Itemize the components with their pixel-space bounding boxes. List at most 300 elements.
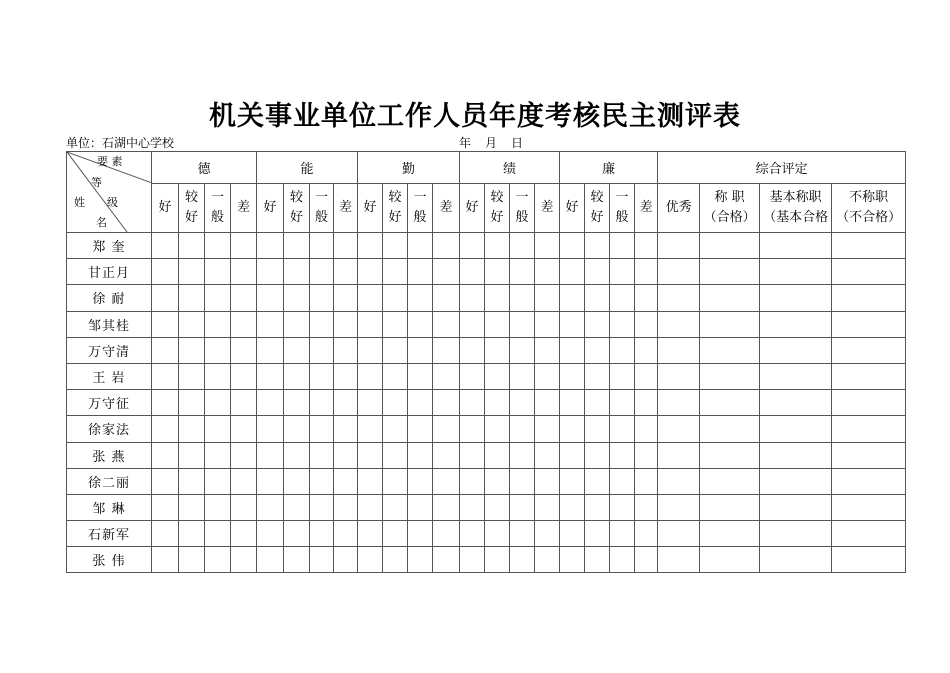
- rating-cell[interactable]: [585, 311, 610, 337]
- rating-cell[interactable]: [433, 468, 460, 494]
- rating-cell[interactable]: [510, 521, 535, 547]
- rating-cell[interactable]: [310, 442, 334, 468]
- rating-cell[interactable]: [231, 363, 257, 389]
- rating-cell[interactable]: [408, 494, 433, 520]
- rating-cell[interactable]: [152, 233, 179, 259]
- rating-cell[interactable]: [560, 494, 585, 520]
- rating-cell[interactable]: [334, 363, 358, 389]
- rating-cell[interactable]: [257, 494, 284, 520]
- rating-cell[interactable]: [257, 285, 284, 311]
- rating-cell[interactable]: [310, 259, 334, 285]
- rating-cell[interactable]: [334, 521, 358, 547]
- rating-cell[interactable]: [658, 468, 700, 494]
- rating-cell[interactable]: [485, 468, 510, 494]
- rating-cell[interactable]: [760, 337, 832, 363]
- rating-cell[interactable]: [152, 494, 179, 520]
- rating-cell[interactable]: [832, 468, 906, 494]
- rating-cell[interactable]: [510, 390, 535, 416]
- rating-cell[interactable]: [231, 233, 257, 259]
- rating-cell[interactable]: [231, 468, 257, 494]
- rating-cell[interactable]: [635, 468, 658, 494]
- rating-cell[interactable]: [832, 547, 906, 573]
- rating-cell[interactable]: [535, 311, 560, 337]
- rating-cell[interactable]: [658, 521, 700, 547]
- rating-cell[interactable]: [460, 363, 485, 389]
- rating-cell[interactable]: [485, 547, 510, 573]
- rating-cell[interactable]: [635, 233, 658, 259]
- rating-cell[interactable]: [383, 337, 408, 363]
- rating-cell[interactable]: [585, 468, 610, 494]
- rating-cell[interactable]: [310, 363, 334, 389]
- rating-cell[interactable]: [585, 259, 610, 285]
- rating-cell[interactable]: [485, 363, 510, 389]
- rating-cell[interactable]: [635, 259, 658, 285]
- rating-cell[interactable]: [535, 521, 560, 547]
- rating-cell[interactable]: [408, 547, 433, 573]
- rating-cell[interactable]: [510, 416, 535, 442]
- rating-cell[interactable]: [334, 285, 358, 311]
- rating-cell[interactable]: [205, 390, 231, 416]
- rating-cell[interactable]: [635, 390, 658, 416]
- rating-cell[interactable]: [460, 521, 485, 547]
- rating-cell[interactable]: [460, 390, 485, 416]
- rating-cell[interactable]: [205, 547, 231, 573]
- rating-cell[interactable]: [560, 259, 585, 285]
- rating-cell[interactable]: [760, 547, 832, 573]
- rating-cell[interactable]: [485, 416, 510, 442]
- rating-cell[interactable]: [700, 468, 760, 494]
- rating-cell[interactable]: [383, 233, 408, 259]
- rating-cell[interactable]: [560, 233, 585, 259]
- rating-cell[interactable]: [284, 416, 310, 442]
- rating-cell[interactable]: [433, 285, 460, 311]
- rating-cell[interactable]: [510, 311, 535, 337]
- rating-cell[interactable]: [635, 494, 658, 520]
- rating-cell[interactable]: [460, 468, 485, 494]
- rating-cell[interactable]: [408, 363, 433, 389]
- rating-cell[interactable]: [205, 442, 231, 468]
- rating-cell[interactable]: [408, 416, 433, 442]
- rating-cell[interactable]: [310, 547, 334, 573]
- rating-cell[interactable]: [383, 521, 408, 547]
- rating-cell[interactable]: [535, 233, 560, 259]
- rating-cell[interactable]: [610, 390, 635, 416]
- rating-cell[interactable]: [433, 494, 460, 520]
- rating-cell[interactable]: [585, 390, 610, 416]
- rating-cell[interactable]: [700, 521, 760, 547]
- rating-cell[interactable]: [408, 337, 433, 363]
- rating-cell[interactable]: [284, 390, 310, 416]
- rating-cell[interactable]: [460, 337, 485, 363]
- rating-cell[interactable]: [179, 442, 205, 468]
- rating-cell[interactable]: [610, 363, 635, 389]
- rating-cell[interactable]: [179, 337, 205, 363]
- rating-cell[interactable]: [585, 363, 610, 389]
- rating-cell[interactable]: [205, 259, 231, 285]
- rating-cell[interactable]: [358, 547, 383, 573]
- rating-cell[interactable]: [535, 337, 560, 363]
- rating-cell[interactable]: [700, 337, 760, 363]
- rating-cell[interactable]: [585, 547, 610, 573]
- rating-cell[interactable]: [257, 311, 284, 337]
- rating-cell[interactable]: [152, 363, 179, 389]
- rating-cell[interactable]: [383, 259, 408, 285]
- rating-cell[interactable]: [257, 259, 284, 285]
- rating-cell[interactable]: [257, 416, 284, 442]
- rating-cell[interactable]: [585, 521, 610, 547]
- rating-cell[interactable]: [433, 390, 460, 416]
- rating-cell[interactable]: [535, 468, 560, 494]
- rating-cell[interactable]: [408, 285, 433, 311]
- rating-cell[interactable]: [510, 547, 535, 573]
- rating-cell[interactable]: [433, 233, 460, 259]
- rating-cell[interactable]: [284, 363, 310, 389]
- rating-cell[interactable]: [231, 259, 257, 285]
- rating-cell[interactable]: [231, 547, 257, 573]
- rating-cell[interactable]: [358, 337, 383, 363]
- rating-cell[interactable]: [485, 390, 510, 416]
- rating-cell[interactable]: [510, 494, 535, 520]
- rating-cell[interactable]: [460, 547, 485, 573]
- rating-cell[interactable]: [700, 363, 760, 389]
- rating-cell[interactable]: [610, 442, 635, 468]
- rating-cell[interactable]: [560, 521, 585, 547]
- rating-cell[interactable]: [658, 259, 700, 285]
- rating-cell[interactable]: [510, 363, 535, 389]
- rating-cell[interactable]: [284, 442, 310, 468]
- rating-cell[interactable]: [700, 494, 760, 520]
- rating-cell[interactable]: [358, 494, 383, 520]
- rating-cell[interactable]: [257, 363, 284, 389]
- rating-cell[interactable]: [832, 285, 906, 311]
- rating-cell[interactable]: [358, 233, 383, 259]
- rating-cell[interactable]: [257, 390, 284, 416]
- rating-cell[interactable]: [700, 311, 760, 337]
- rating-cell[interactable]: [408, 311, 433, 337]
- rating-cell[interactable]: [334, 547, 358, 573]
- rating-cell[interactable]: [433, 337, 460, 363]
- rating-cell[interactable]: [832, 390, 906, 416]
- rating-cell[interactable]: [535, 494, 560, 520]
- rating-cell[interactable]: [635, 442, 658, 468]
- rating-cell[interactable]: [257, 233, 284, 259]
- rating-cell[interactable]: [658, 547, 700, 573]
- rating-cell[interactable]: [760, 233, 832, 259]
- rating-cell[interactable]: [284, 547, 310, 573]
- rating-cell[interactable]: [460, 311, 485, 337]
- rating-cell[interactable]: [510, 468, 535, 494]
- rating-cell[interactable]: [408, 468, 433, 494]
- rating-cell[interactable]: [832, 521, 906, 547]
- rating-cell[interactable]: [760, 311, 832, 337]
- rating-cell[interactable]: [700, 442, 760, 468]
- rating-cell[interactable]: [485, 285, 510, 311]
- rating-cell[interactable]: [832, 311, 906, 337]
- rating-cell[interactable]: [358, 468, 383, 494]
- rating-cell[interactable]: [635, 311, 658, 337]
- rating-cell[interactable]: [760, 259, 832, 285]
- rating-cell[interactable]: [832, 259, 906, 285]
- rating-cell[interactable]: [383, 547, 408, 573]
- rating-cell[interactable]: [205, 233, 231, 259]
- rating-cell[interactable]: [485, 337, 510, 363]
- rating-cell[interactable]: [334, 442, 358, 468]
- rating-cell[interactable]: [560, 337, 585, 363]
- rating-cell[interactable]: [585, 494, 610, 520]
- rating-cell[interactable]: [832, 233, 906, 259]
- rating-cell[interactable]: [658, 311, 700, 337]
- rating-cell[interactable]: [231, 416, 257, 442]
- rating-cell[interactable]: [535, 363, 560, 389]
- rating-cell[interactable]: [205, 337, 231, 363]
- rating-cell[interactable]: [433, 442, 460, 468]
- rating-cell[interactable]: [760, 390, 832, 416]
- rating-cell[interactable]: [610, 311, 635, 337]
- rating-cell[interactable]: [535, 285, 560, 311]
- rating-cell[interactable]: [585, 416, 610, 442]
- rating-cell[interactable]: [383, 285, 408, 311]
- rating-cell[interactable]: [152, 547, 179, 573]
- rating-cell[interactable]: [284, 233, 310, 259]
- rating-cell[interactable]: [658, 494, 700, 520]
- rating-cell[interactable]: [179, 363, 205, 389]
- rating-cell[interactable]: [585, 285, 610, 311]
- rating-cell[interactable]: [231, 521, 257, 547]
- rating-cell[interactable]: [635, 416, 658, 442]
- rating-cell[interactable]: [334, 468, 358, 494]
- rating-cell[interactable]: [358, 363, 383, 389]
- rating-cell[interactable]: [658, 390, 700, 416]
- rating-cell[interactable]: [460, 442, 485, 468]
- rating-cell[interactable]: [635, 521, 658, 547]
- rating-cell[interactable]: [700, 285, 760, 311]
- rating-cell[interactable]: [310, 285, 334, 311]
- rating-cell[interactable]: [257, 468, 284, 494]
- rating-cell[interactable]: [832, 494, 906, 520]
- rating-cell[interactable]: [334, 390, 358, 416]
- rating-cell[interactable]: [635, 363, 658, 389]
- rating-cell[interactable]: [610, 337, 635, 363]
- rating-cell[interactable]: [334, 311, 358, 337]
- rating-cell[interactable]: [310, 521, 334, 547]
- rating-cell[interactable]: [334, 259, 358, 285]
- rating-cell[interactable]: [179, 233, 205, 259]
- rating-cell[interactable]: [205, 285, 231, 311]
- rating-cell[interactable]: [358, 442, 383, 468]
- rating-cell[interactable]: [510, 233, 535, 259]
- rating-cell[interactable]: [408, 521, 433, 547]
- rating-cell[interactable]: [832, 442, 906, 468]
- rating-cell[interactable]: [179, 521, 205, 547]
- rating-cell[interactable]: [610, 494, 635, 520]
- rating-cell[interactable]: [334, 233, 358, 259]
- rating-cell[interactable]: [485, 521, 510, 547]
- rating-cell[interactable]: [658, 285, 700, 311]
- rating-cell[interactable]: [408, 233, 433, 259]
- rating-cell[interactable]: [358, 311, 383, 337]
- rating-cell[interactable]: [610, 547, 635, 573]
- rating-cell[interactable]: [560, 311, 585, 337]
- rating-cell[interactable]: [510, 285, 535, 311]
- rating-cell[interactable]: [460, 233, 485, 259]
- rating-cell[interactable]: [832, 363, 906, 389]
- rating-cell[interactable]: [284, 494, 310, 520]
- rating-cell[interactable]: [560, 285, 585, 311]
- rating-cell[interactable]: [610, 259, 635, 285]
- rating-cell[interactable]: [760, 416, 832, 442]
- rating-cell[interactable]: [433, 521, 460, 547]
- rating-cell[interactable]: [635, 285, 658, 311]
- rating-cell[interactable]: [310, 390, 334, 416]
- rating-cell[interactable]: [284, 468, 310, 494]
- rating-cell[interactable]: [310, 494, 334, 520]
- rating-cell[interactable]: [832, 337, 906, 363]
- rating-cell[interactable]: [560, 547, 585, 573]
- rating-cell[interactable]: [383, 416, 408, 442]
- rating-cell[interactable]: [152, 311, 179, 337]
- rating-cell[interactable]: [334, 337, 358, 363]
- rating-cell[interactable]: [358, 416, 383, 442]
- rating-cell[interactable]: [179, 259, 205, 285]
- rating-cell[interactable]: [433, 416, 460, 442]
- rating-cell[interactable]: [358, 521, 383, 547]
- rating-cell[interactable]: [231, 285, 257, 311]
- rating-cell[interactable]: [610, 233, 635, 259]
- rating-cell[interactable]: [585, 337, 610, 363]
- rating-cell[interactable]: [485, 233, 510, 259]
- rating-cell[interactable]: [310, 416, 334, 442]
- rating-cell[interactable]: [760, 494, 832, 520]
- rating-cell[interactable]: [610, 285, 635, 311]
- rating-cell[interactable]: [610, 521, 635, 547]
- rating-cell[interactable]: [231, 311, 257, 337]
- rating-cell[interactable]: [179, 547, 205, 573]
- rating-cell[interactable]: [231, 337, 257, 363]
- rating-cell[interactable]: [408, 259, 433, 285]
- rating-cell[interactable]: [231, 442, 257, 468]
- rating-cell[interactable]: [205, 416, 231, 442]
- rating-cell[interactable]: [152, 390, 179, 416]
- rating-cell[interactable]: [358, 285, 383, 311]
- rating-cell[interactable]: [585, 442, 610, 468]
- rating-cell[interactable]: [205, 468, 231, 494]
- rating-cell[interactable]: [760, 442, 832, 468]
- rating-cell[interactable]: [485, 494, 510, 520]
- rating-cell[interactable]: [408, 390, 433, 416]
- rating-cell[interactable]: [152, 468, 179, 494]
- rating-cell[interactable]: [310, 468, 334, 494]
- rating-cell[interactable]: [179, 468, 205, 494]
- rating-cell[interactable]: [760, 285, 832, 311]
- rating-cell[interactable]: [383, 363, 408, 389]
- rating-cell[interactable]: [257, 521, 284, 547]
- rating-cell[interactable]: [760, 363, 832, 389]
- rating-cell[interactable]: [231, 494, 257, 520]
- rating-cell[interactable]: [383, 442, 408, 468]
- rating-cell[interactable]: [310, 311, 334, 337]
- rating-cell[interactable]: [358, 259, 383, 285]
- rating-cell[interactable]: [179, 390, 205, 416]
- rating-cell[interactable]: [560, 363, 585, 389]
- rating-cell[interactable]: [334, 494, 358, 520]
- rating-cell[interactable]: [383, 390, 408, 416]
- rating-cell[interactable]: [460, 494, 485, 520]
- rating-cell[interactable]: [152, 337, 179, 363]
- rating-cell[interactable]: [700, 547, 760, 573]
- rating-cell[interactable]: [510, 442, 535, 468]
- rating-cell[interactable]: [658, 363, 700, 389]
- rating-cell[interactable]: [334, 416, 358, 442]
- rating-cell[interactable]: [560, 416, 585, 442]
- rating-cell[interactable]: [760, 468, 832, 494]
- rating-cell[interactable]: [535, 259, 560, 285]
- rating-cell[interactable]: [700, 416, 760, 442]
- rating-cell[interactable]: [179, 416, 205, 442]
- rating-cell[interactable]: [485, 259, 510, 285]
- rating-cell[interactable]: [205, 363, 231, 389]
- rating-cell[interactable]: [257, 442, 284, 468]
- rating-cell[interactable]: [433, 311, 460, 337]
- rating-cell[interactable]: [231, 390, 257, 416]
- rating-cell[interactable]: [205, 521, 231, 547]
- rating-cell[interactable]: [535, 416, 560, 442]
- rating-cell[interactable]: [535, 390, 560, 416]
- rating-cell[interactable]: [433, 259, 460, 285]
- rating-cell[interactable]: [383, 311, 408, 337]
- rating-cell[interactable]: [257, 337, 284, 363]
- rating-cell[interactable]: [179, 494, 205, 520]
- rating-cell[interactable]: [610, 468, 635, 494]
- rating-cell[interactable]: [310, 337, 334, 363]
- rating-cell[interactable]: [284, 259, 310, 285]
- rating-cell[interactable]: [560, 468, 585, 494]
- rating-cell[interactable]: [535, 442, 560, 468]
- rating-cell[interactable]: [284, 337, 310, 363]
- rating-cell[interactable]: [433, 363, 460, 389]
- rating-cell[interactable]: [284, 285, 310, 311]
- rating-cell[interactable]: [700, 259, 760, 285]
- rating-cell[interactable]: [179, 311, 205, 337]
- rating-cell[interactable]: [152, 442, 179, 468]
- rating-cell[interactable]: [257, 547, 284, 573]
- rating-cell[interactable]: [358, 390, 383, 416]
- rating-cell[interactable]: [383, 494, 408, 520]
- rating-cell[interactable]: [610, 416, 635, 442]
- rating-cell[interactable]: [179, 285, 205, 311]
- rating-cell[interactable]: [760, 521, 832, 547]
- rating-cell[interactable]: [700, 233, 760, 259]
- rating-cell[interactable]: [152, 521, 179, 547]
- rating-cell[interactable]: [383, 468, 408, 494]
- rating-cell[interactable]: [658, 337, 700, 363]
- rating-cell[interactable]: [535, 547, 560, 573]
- rating-cell[interactable]: [585, 233, 610, 259]
- rating-cell[interactable]: [205, 494, 231, 520]
- rating-cell[interactable]: [433, 547, 460, 573]
- rating-cell[interactable]: [700, 390, 760, 416]
- rating-cell[interactable]: [658, 442, 700, 468]
- rating-cell[interactable]: [408, 442, 433, 468]
- rating-cell[interactable]: [635, 547, 658, 573]
- rating-cell[interactable]: [560, 390, 585, 416]
- rating-cell[interactable]: [510, 259, 535, 285]
- rating-cell[interactable]: [658, 416, 700, 442]
- rating-cell[interactable]: [205, 311, 231, 337]
- rating-cell[interactable]: [832, 416, 906, 442]
- rating-cell[interactable]: [460, 285, 485, 311]
- rating-cell[interactable]: [485, 311, 510, 337]
- rating-cell[interactable]: [460, 416, 485, 442]
